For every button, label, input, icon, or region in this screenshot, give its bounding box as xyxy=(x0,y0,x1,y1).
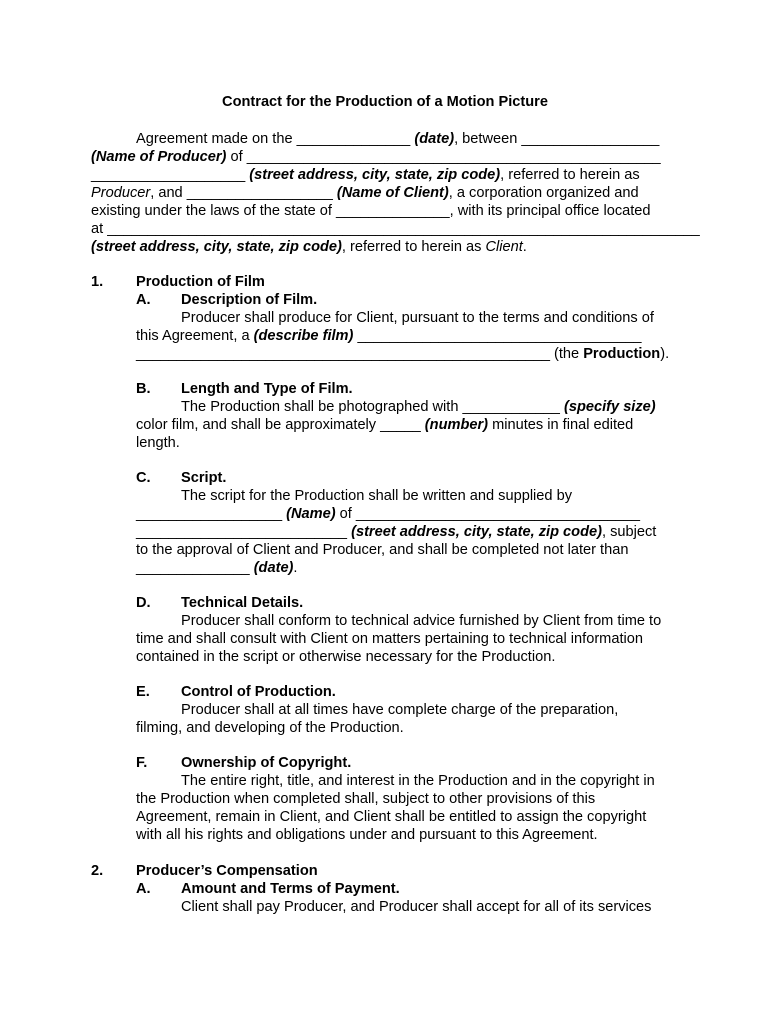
subsection-letter: A. xyxy=(136,292,151,308)
placeholder-address: (street address, city, state, zip code) xyxy=(249,167,501,183)
text: , subject xyxy=(601,524,657,540)
subsection-letter: E. xyxy=(136,684,150,700)
intro-line-5: existing under the laws of the state of ______________, with its principal office located xyxy=(91,203,651,219)
paragraph-line: Producer shall at all times have complete charge of the preparation, xyxy=(181,702,619,718)
text: of ___________________________________________________ xyxy=(226,149,661,165)
text: ). xyxy=(660,346,670,362)
text: , and __________________ xyxy=(150,185,337,201)
placeholder-client-name: (Name of Client) xyxy=(336,185,449,201)
text: this Agreement, a xyxy=(136,328,254,344)
subsection-heading: Technical Details. xyxy=(181,595,304,611)
paragraph-line: filming, and developing of the Production. xyxy=(136,720,404,736)
text: minutes in final edited xyxy=(488,417,634,433)
subsection-heading: Ownership of Copyright. xyxy=(181,755,352,771)
text: ______________ xyxy=(136,560,254,576)
placeholder-producer-name: (Name of Producer) xyxy=(91,149,227,165)
text: __________________________ xyxy=(136,524,352,540)
text: of ___________________________________ xyxy=(335,506,640,522)
subsection-heading: Control of Production. xyxy=(181,684,336,700)
subsection-heading: Length and Type of Film. xyxy=(181,381,353,397)
subsection-letter: F. xyxy=(136,755,148,771)
section-heading: Production of Film xyxy=(136,274,265,290)
text: ___________________________________ xyxy=(353,328,642,344)
term-client: Client xyxy=(485,239,523,255)
subsection-letter: A. xyxy=(136,881,151,897)
placeholder-size: (specify size) xyxy=(563,399,656,415)
paragraph-line xyxy=(181,398,656,416)
intro-line-7 xyxy=(91,238,527,256)
paragraph-line xyxy=(136,505,640,523)
text: ___________________________________________________ (the xyxy=(136,346,584,362)
paragraph-line: The script for the Production shall be written and supplied by xyxy=(181,488,573,504)
paragraph-line: The entire right, title, and interest in the Production and in the copyright in xyxy=(181,773,655,789)
text: . xyxy=(522,239,527,255)
paragraph-line xyxy=(136,559,297,577)
placeholder-name: (Name) xyxy=(286,506,336,522)
text: __________________ xyxy=(136,506,287,522)
subsection-letter: B. xyxy=(136,381,151,397)
text: The Production shall be photographed with ____________ xyxy=(181,399,564,415)
paragraph-line: Producer shall conform to technical advice furnished by Client from time to xyxy=(181,613,662,629)
text: , referred to herein as xyxy=(341,239,486,255)
text: ___________________ xyxy=(91,167,250,183)
paragraph-line: with all his rights and obligations under and pursuant to this Agreement. xyxy=(136,827,598,843)
subsection-heading: Amount and Terms of Payment. xyxy=(181,881,400,897)
placeholder-date: (date) xyxy=(414,131,455,147)
placeholder-date: (date) xyxy=(253,560,294,576)
text: , between _________________ xyxy=(454,131,660,147)
subsection-letter: D. xyxy=(136,595,151,611)
intro-line-1 xyxy=(136,130,659,148)
section-heading: Producer’s Compensation xyxy=(136,863,318,879)
term-production: Production xyxy=(583,346,661,362)
placeholder-describe-film: (describe film) xyxy=(253,328,354,344)
text: , a corporation organized and xyxy=(448,185,639,201)
paragraph-line: length. xyxy=(136,435,180,451)
subsection-heading: Description of Film. xyxy=(181,292,318,308)
section-number: 2. xyxy=(91,863,104,879)
text: Agreement made on the ______________ xyxy=(136,131,415,147)
paragraph-line xyxy=(136,523,656,541)
paragraph-line: to the approval of Client and Producer, and shall be completed not later than xyxy=(136,542,629,558)
intro-line-4 xyxy=(91,184,639,202)
placeholder-address: (street address, city, state, zip code) xyxy=(351,524,602,540)
paragraph-line: Producer shall produce for Client, pursuant to the terms and conditions of xyxy=(181,310,654,326)
section-number: 1. xyxy=(91,274,104,290)
subsection-letter: C. xyxy=(136,470,151,486)
placeholder-number: (number) xyxy=(424,417,489,433)
intro-line-3 xyxy=(91,166,640,184)
text: . xyxy=(293,560,298,576)
term-producer: Producer xyxy=(91,185,151,201)
text: , referred to herein as xyxy=(500,167,640,183)
paragraph-line xyxy=(136,345,669,363)
paragraph-line: the Production when completed shall, subject to other provisions of this xyxy=(136,791,596,807)
paragraph-line: time and shall consult with Client on matters pertaining to technical information xyxy=(136,631,643,647)
text: color film, and shall be approximately _____ xyxy=(136,417,425,433)
paragraph-line xyxy=(136,416,633,434)
document-title: Contract for the Production of a Motion Picture xyxy=(222,94,548,110)
paragraph-line: Agreement, remain in Client, and Client shall be entitled to assign the copyright xyxy=(136,809,647,825)
intro-line-2 xyxy=(91,148,661,166)
intro-line-6: at _________________________________________________________________________ xyxy=(91,221,700,237)
paragraph-line xyxy=(136,327,642,345)
paragraph-line: contained in the script or otherwise necessary for the Production. xyxy=(136,649,556,665)
paragraph-line: Client shall pay Producer, and Producer shall accept for all of its services xyxy=(181,899,652,915)
subsection-heading: Script. xyxy=(181,470,227,486)
placeholder-address: (street address, city, state, zip code) xyxy=(91,239,342,255)
